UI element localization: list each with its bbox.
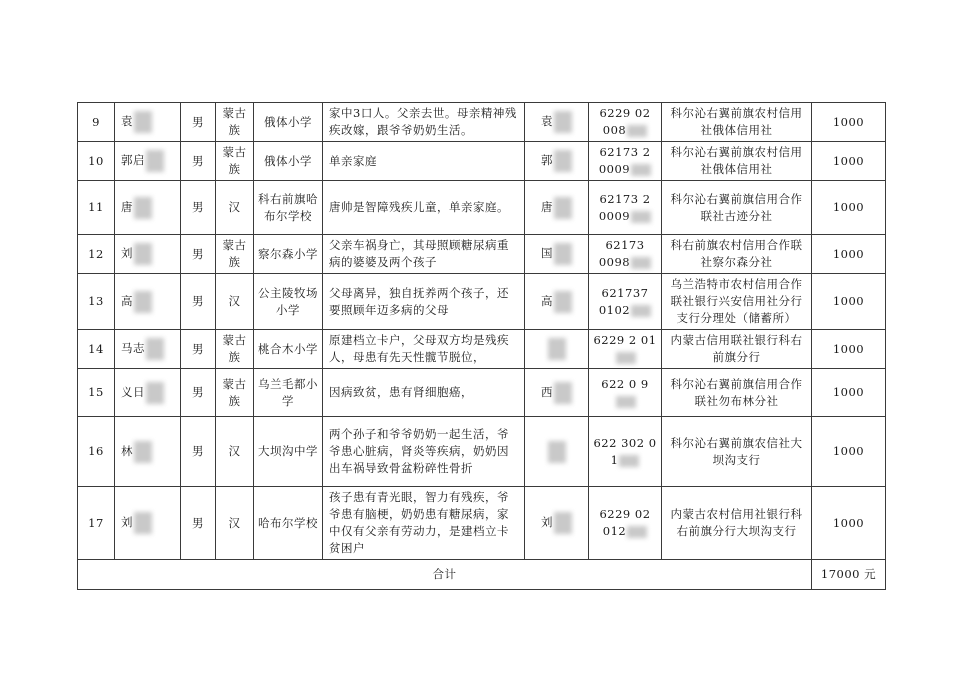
account-number-text: 621737 0102 [598,285,649,317]
redaction-blur [146,382,164,404]
account-number [589,181,662,235]
student-name [115,369,181,417]
account-holder-text: 西 [541,384,553,399]
account-holder [525,235,589,274]
school-text: 俄体小学 [264,153,312,168]
table-row [78,369,886,417]
gender [181,142,216,181]
account-number-text: 62173 0098 [598,238,645,269]
family-condition [323,417,525,487]
family-condition-text: 因病致贫，患有肾细胞癌， [329,385,473,399]
aid-amount-text: 1000 [832,153,865,168]
row-number [78,274,115,330]
redaction-blur [548,338,566,360]
account-number [589,417,662,487]
account-number-text: 622 302 0 1 [593,435,657,467]
aid-amount [812,142,886,181]
school [254,487,323,560]
bank-branch-text: 科尔沁右翼前旗农信社大坝沟支行 [670,435,803,467]
redaction-blur [554,111,572,133]
school [254,274,323,330]
redaction-blur [146,338,164,360]
family-condition-text: 两个孙子和爷爷奶奶一起生活，爷爷患心脏病，肾炎等疾病，奶奶因出车祸导致骨盆粉碎性骨折 [329,427,509,475]
aid-amount [812,330,886,369]
bank-branch-text: 科尔沁右翼前旗信用合作联社古迹分社 [670,191,803,223]
account-number [589,487,662,560]
bank-branch-text: 内蒙古农村信用社银行科右前旗分行大坝沟支行 [670,507,803,538]
school-text: 乌兰毛都小学 [258,376,318,408]
ethnicity-text: 汉 [228,200,241,214]
aid-amount-text: 1000 [832,114,865,129]
ethnicity-text: 蒙古族 [222,333,247,364]
bank-branch [662,235,812,274]
aid-amount-text: 1000 [832,294,865,308]
bank-branch [662,330,812,369]
student-name-text: 义日 [121,384,145,399]
family-condition [323,330,525,369]
gender-text: 男 [192,114,204,129]
table-row [78,417,886,487]
redaction-blur [627,526,647,538]
row-number [78,235,115,274]
gender-text: 男 [192,246,204,261]
school [254,181,323,235]
bank-branch [662,369,812,417]
aid-amount-text: 1000 [832,200,865,214]
table-row [78,274,886,330]
aid-amount-text: 1000 [832,246,865,261]
bank-branch [662,487,812,560]
school [254,369,323,417]
redaction-blur [548,441,566,463]
ethnicity [216,103,254,142]
account-holder [525,330,589,369]
student-name [115,487,181,560]
redaction-blur [134,512,152,534]
school [254,417,323,487]
account-holder [525,274,589,330]
gender-text: 男 [192,515,204,530]
redaction-blur [631,164,651,176]
redaction-blur [554,243,572,265]
account-holder-text: 袁 [541,114,553,128]
gender [181,181,216,235]
redaction-blur [134,197,152,219]
family-condition-text: 唐帅是智障残疾儿童，单亲家庭。 [329,200,509,214]
student-name-text: 马志 [121,341,145,355]
account-number [589,142,662,181]
aid-table [77,102,886,590]
school-text: 大坝沟中学 [258,444,318,458]
account-holder [525,103,589,142]
school [254,235,323,274]
aid-amount [812,274,886,330]
school [254,330,323,369]
gender-text: 男 [192,444,204,458]
redaction-blur [134,243,152,265]
account-holder-text: 唐 [541,199,553,214]
student-name [115,417,181,487]
bank-branch [662,142,812,181]
redaction-blur [554,291,572,313]
ethnicity-text: 蒙古族 [222,238,247,269]
table-row [78,487,886,560]
account-number-text: 622 0 9 [601,376,649,391]
row-number [78,487,115,560]
student-name-text: 郭启 [121,153,145,167]
bank-branch [662,274,812,330]
account-holder [525,487,589,560]
bank-branch [662,417,812,487]
redaction-blur [554,197,572,219]
school-text: 公主陵牧场小学 [258,285,318,317]
family-condition [323,103,525,142]
account-holder-text: 高 [541,293,553,308]
row-number-text: 13 [88,294,104,308]
redaction-blur [134,291,152,313]
ethnicity-text: 蒙古族 [222,106,247,137]
account-number-text: 6229 02 008 [599,106,651,137]
row-number-text: 9 [92,114,100,129]
ethnicity [216,330,254,369]
row-number-text: 12 [88,246,104,261]
ethnicity [216,181,254,235]
student-name-text: 刘 [121,246,133,260]
gender [181,330,216,369]
row-number-text: 10 [88,153,104,168]
redaction-blur [134,441,152,463]
ethnicity [216,369,254,417]
row-number [78,103,115,142]
account-holder-text: 刘 [541,515,553,529]
family-condition-text: 单亲家庭 [329,153,377,168]
account-holder [525,181,589,235]
row-number [78,330,115,369]
gender-text: 男 [192,200,204,214]
bank-branch-text: 科右前旗农村信用合作联社察尔森分社 [670,238,803,269]
bank-branch-text: 乌兰浩特市农村信用合作联社银行兴安信用社分行支行分理处（储蓄所） [670,277,803,325]
bank-branch-text: 科尔沁右翼前旗农村信用社俄体信用社 [670,145,803,176]
gender [181,103,216,142]
family-condition-text: 孩子患有青光眼，智力有残疾，爷爷患有脑梗，奶奶患有糖尿病，家中仅有父亲有劳动力，是建档立卡贫困户 [329,490,509,555]
aid-amount [812,369,886,417]
table-row [78,330,886,369]
redaction-blur [554,512,572,534]
aid-amount [812,235,886,274]
ethnicity [216,417,254,487]
redaction-blur [619,455,639,467]
bank-branch-text: 内蒙古信用联社银行科右前旗分行 [670,333,803,364]
gender-text: 男 [192,341,204,356]
school-text: 哈布尔学校 [258,515,318,530]
aid-amount-text: 1000 [832,341,865,356]
school-text: 科右前旗哈布尔学校 [258,191,318,223]
family-condition-text: 家中3口人。父亲去世。母亲精神残疾改嫁，跟爷爷奶奶生活。 [329,106,517,137]
student-name [115,330,181,369]
row-number [78,142,115,181]
ethnicity-text: 汉 [228,444,241,458]
student-name-text: 高 [121,293,133,308]
student-name-text: 唐 [121,199,133,214]
row-number [78,417,115,487]
account-holder-text: 郭 [541,153,553,167]
account-number [589,274,662,330]
aid-amount [812,103,886,142]
bank-branch-text: 科尔沁右翼前旗信用合作联社勿布林分社 [670,376,803,408]
row-number [78,369,115,417]
family-condition [323,181,525,235]
gender [181,274,216,330]
aid-amount [812,181,886,235]
redaction-blur [627,125,647,137]
gender-text: 男 [192,294,204,308]
ethnicity [216,487,254,560]
ethnicity-text: 蒙古族 [222,145,247,176]
bank-branch-text: 科尔沁右翼前旗农村信用社俄体信用社 [670,106,803,137]
ethnicity [216,274,254,330]
redaction-blur [616,352,636,364]
table-row [78,142,886,181]
account-holder [525,369,589,417]
account-number-text: 6229 02 012 [599,507,651,538]
account-number [589,235,662,274]
row-number-text: 15 [88,385,104,399]
student-name-text: 林 [121,443,133,458]
row-number-text: 11 [88,200,104,214]
gender [181,417,216,487]
family-condition [323,369,525,417]
account-holder [525,417,589,487]
account-number [589,369,662,417]
school-text: 察尔森小学 [258,246,318,261]
total-label: 合计 [78,560,812,590]
gender [181,369,216,417]
account-number-text: 62173 2 0009 [598,145,651,176]
redaction-blur [146,150,164,172]
table-row [78,181,886,235]
student-name [115,103,181,142]
ethnicity-text: 蒙古族 [222,376,247,408]
family-condition-text: 父亲车祸身亡，其母照顾糖尿病重病的婆婆及两个孩子 [329,238,509,269]
ethnicity [216,235,254,274]
redaction-blur [631,211,651,223]
family-condition-text: 父母离异，独自抚养两个孩子，还要照顾年迈多病的父母 [329,285,509,317]
redaction-blur [554,382,572,404]
total-row [78,560,886,590]
student-name [115,142,181,181]
row-number-text: 14 [88,341,104,356]
aid-amount [812,487,886,560]
school [254,142,323,181]
bank-branch [662,181,812,235]
redaction-blur [554,150,572,172]
total-amount: 17000 元 [812,560,886,590]
gender [181,487,216,560]
school [254,103,323,142]
ethnicity [216,142,254,181]
student-name [115,181,181,235]
redaction-blur [134,111,152,133]
family-condition [323,235,525,274]
gender-text: 男 [192,153,204,168]
account-number-text: 62173 2 0009 [598,191,651,223]
student-name-text: 刘 [121,515,133,529]
aid-amount-text: 1000 [832,444,865,458]
family-condition [323,274,525,330]
account-number-text: 6229 2 01 [593,333,657,347]
school-text: 桃合木小学 [258,341,318,356]
aid-amount-text: 1000 [832,385,865,399]
table-row [78,235,886,274]
family-condition [323,487,525,560]
student-name [115,274,181,330]
ethnicity-text: 汉 [228,294,241,308]
student-name-text: 袁 [121,114,133,128]
table-row [78,103,886,142]
ethnicity-text: 汉 [228,515,241,530]
row-number [78,181,115,235]
gender [181,235,216,274]
redaction-blur [616,396,636,408]
school-text: 俄体小学 [264,114,312,129]
account-holder-text: 国 [541,246,553,260]
account-holder [525,142,589,181]
family-condition-text: 原建档立卡户，父母双方均是残疾人，母患有先天性髋节脱位， [329,333,509,364]
aid-amount-text: 1000 [832,515,865,530]
aid-amount [812,417,886,487]
redaction-blur [631,305,651,317]
row-number-text: 17 [88,515,104,530]
redaction-blur [631,257,651,269]
row-number-text: 16 [88,444,104,458]
account-number [589,103,662,142]
family-condition [323,142,525,181]
student-name [115,235,181,274]
bank-branch [662,103,812,142]
account-number [589,330,662,369]
gender-text: 男 [192,385,204,399]
